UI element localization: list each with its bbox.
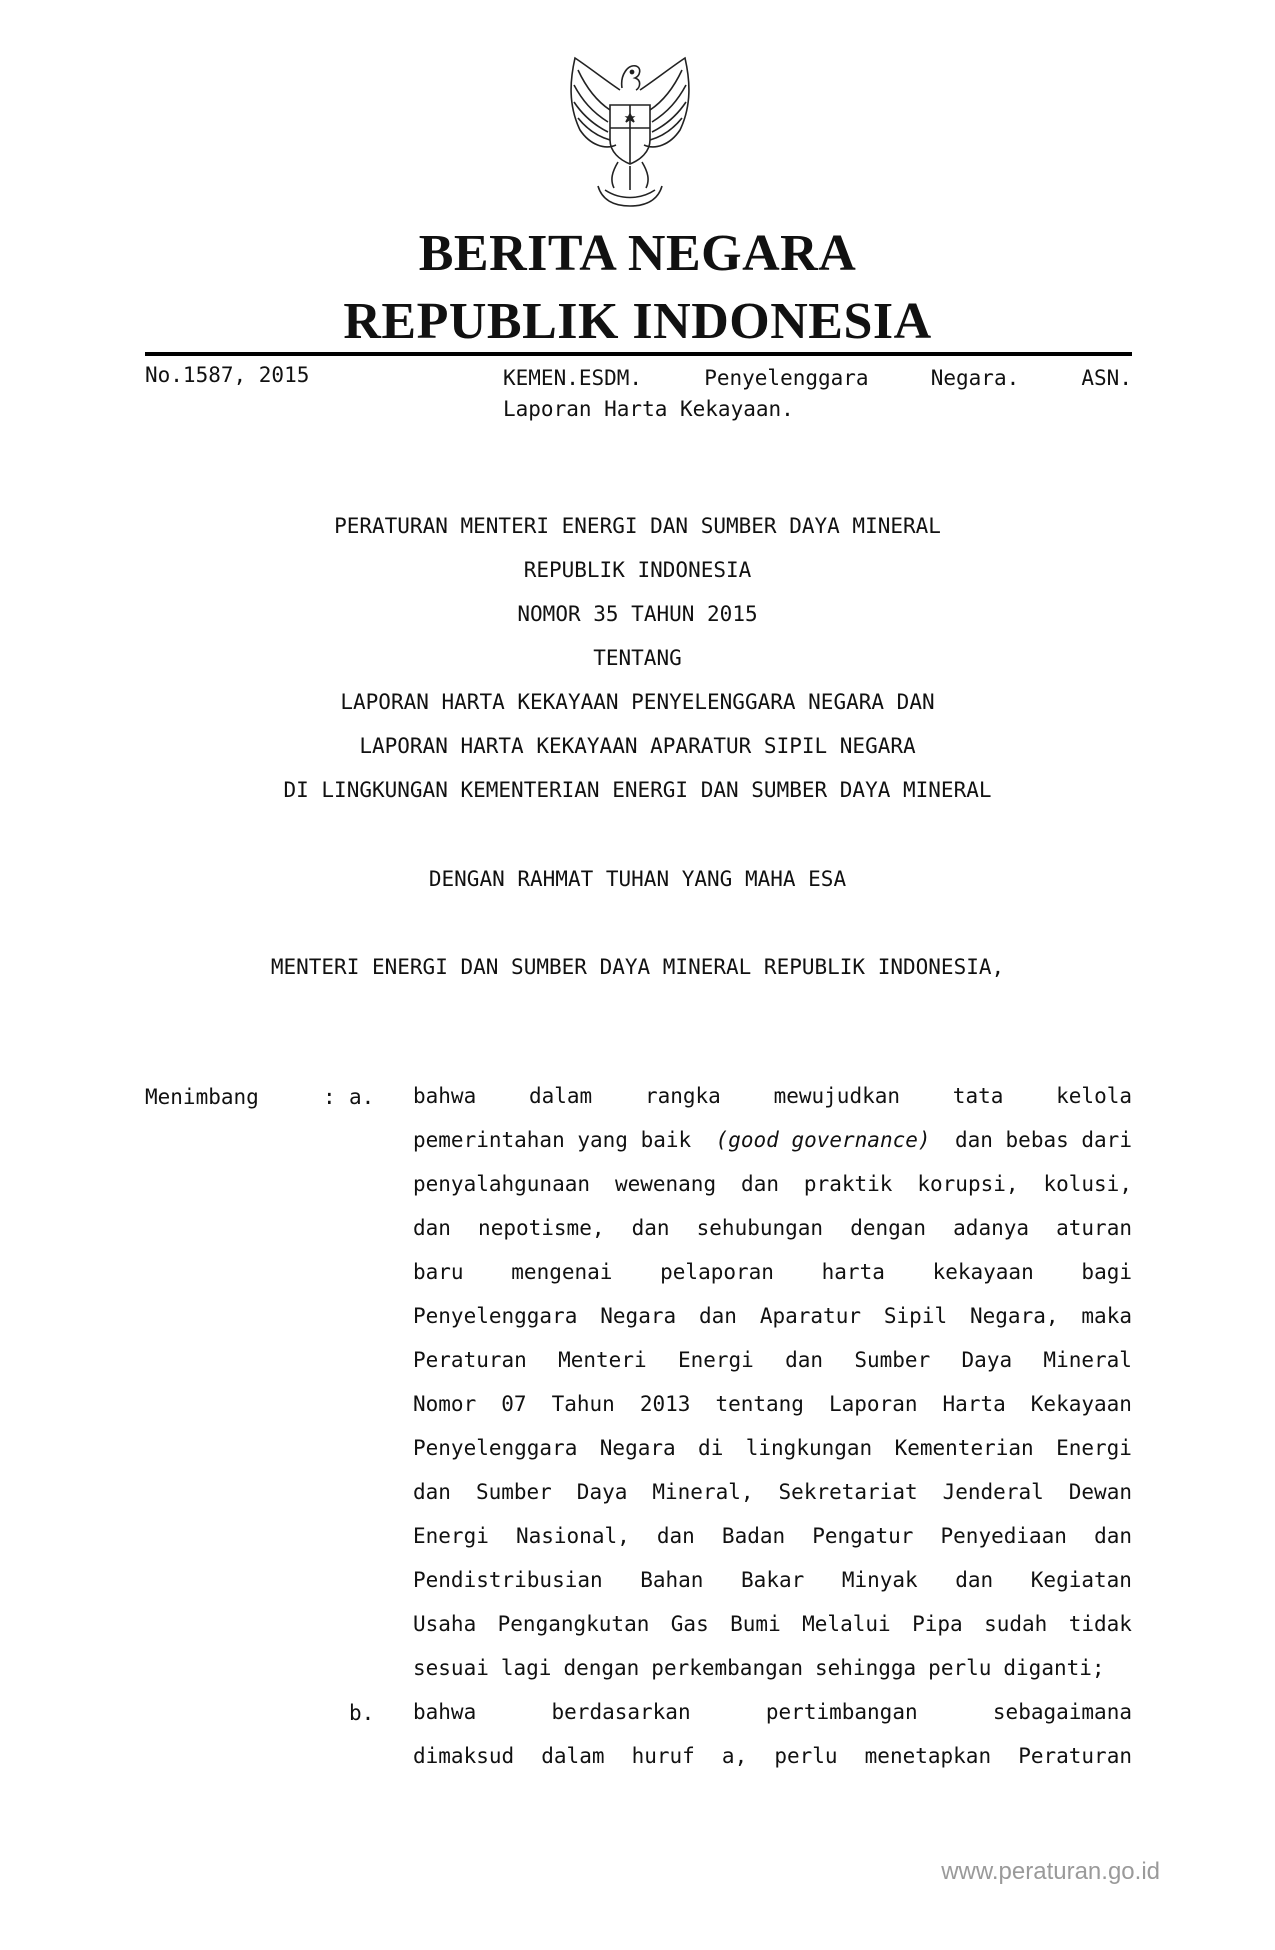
paragraph-word: perkembangan <box>651 1656 804 1680</box>
paragraph-word: dan <box>656 1524 695 1548</box>
masthead-rule <box>145 352 1132 356</box>
paragraph-word: dan <box>699 1304 737 1328</box>
paragraph-line <box>413 1426 1132 1470</box>
paragraph-word: mewujudkan <box>773 1084 901 1108</box>
paragraph-word: Pendistribusian <box>413 1568 603 1592</box>
paragraph-word: Mineral <box>1043 1348 1132 1372</box>
item-b-letter: b. <box>349 1701 375 1725</box>
paragraph-word: Pipa <box>912 1612 963 1636</box>
paragraph-word: dalam <box>541 1744 605 1768</box>
paragraph-word: Peraturan <box>1018 1744 1132 1768</box>
paragraph-word: kelola <box>1056 1084 1132 1108</box>
paragraph-word: Gas <box>670 1612 709 1636</box>
paragraph-word: tidak <box>1068 1612 1132 1636</box>
paragraph-line <box>413 1118 1132 1162</box>
paragraph-line <box>413 1162 1132 1206</box>
paragraph-word: sesuai <box>413 1656 489 1680</box>
paragraph-word: menetapkan <box>864 1744 992 1768</box>
gazette-subject <box>503 363 1132 425</box>
paragraph-word: a, <box>721 1744 748 1768</box>
regulation-subject-line3: DI LINGKUNGAN KEMENTERIAN ENERGI DAN SUMBER DAYA MINERAL <box>283 778 992 802</box>
paragraph-word: Penyediaan <box>940 1524 1067 1548</box>
paragraph-word: diganti; <box>1003 1656 1105 1680</box>
paragraph-word: Energi <box>1056 1436 1132 1460</box>
paragraph-word: Energi <box>677 1348 754 1372</box>
paragraph-word: Kegiatan <box>1030 1568 1132 1592</box>
paragraph-word: dengan <box>850 1216 927 1240</box>
paragraph-word: Energi <box>413 1524 489 1548</box>
paragraph-word: Jenderal <box>942 1480 1044 1504</box>
paragraph-word: nepotisme, <box>478 1216 605 1240</box>
paragraph-word: kolusi, <box>1043 1172 1132 1196</box>
paragraph-line <box>413 1206 1132 1250</box>
regulation-about: TENTANG <box>593 646 682 670</box>
paragraph-word: Bahan <box>640 1568 704 1592</box>
paragraph-word: harta <box>821 1260 885 1284</box>
paragraph-word: sebagaimana <box>992 1700 1132 1724</box>
paragraph-word: sudah <box>984 1612 1048 1636</box>
paragraph-word: praktik <box>803 1172 893 1196</box>
paragraph-line <box>413 1074 1132 1118</box>
paragraph-word: Tahun <box>551 1392 615 1416</box>
paragraph-word: Daya <box>576 1480 628 1504</box>
paragraph-line <box>413 1734 1132 1778</box>
subject-line2: Laporan Harta Kekayaan. <box>503 397 794 421</box>
paragraph-word: Sekretariat <box>778 1480 918 1504</box>
paragraph-word: perlu <box>774 1744 838 1768</box>
paragraph-word: maka <box>1081 1304 1132 1328</box>
paragraph-word: Bumi <box>730 1612 781 1636</box>
paragraph-word: Usaha <box>413 1612 477 1636</box>
paragraph-word: dan bebas dari <box>954 1128 1132 1152</box>
paragraph-word: dengan <box>563 1656 640 1680</box>
footer-url-link[interactable]: www.peraturan.go.id <box>941 1858 1160 1885</box>
paragraph-word: bagi <box>1081 1260 1132 1284</box>
paragraph-word: pemerintahan yang baik <box>413 1128 692 1152</box>
paragraph-word: Sumber <box>475 1480 552 1504</box>
paragraph-word: mengenai <box>511 1260 613 1284</box>
paragraph-word: dan <box>741 1172 779 1196</box>
paragraph-word: 07 <box>501 1392 527 1416</box>
paragraph-word: Negara <box>600 1304 677 1328</box>
paragraph-word: pelaporan <box>660 1260 774 1284</box>
paragraph-word: berdasarkan <box>551 1700 691 1724</box>
paragraph-word: huruf <box>631 1744 695 1768</box>
paragraph-word: wewenang <box>614 1172 717 1196</box>
paragraph-line <box>413 1558 1132 1602</box>
paragraph-word: di <box>698 1436 724 1460</box>
item-a-letter: a. <box>349 1085 375 1109</box>
paragraph-word: baru <box>413 1260 464 1284</box>
paragraph-word: Daya <box>961 1348 1013 1372</box>
paragraph-word: Mineral, <box>652 1480 754 1504</box>
paragraph-word: Bakar <box>741 1568 805 1592</box>
paragraph-word: dimaksud <box>413 1744 515 1768</box>
gazette-number: No.1587, 2015 <box>145 363 310 387</box>
paragraph-word: dalam <box>528 1084 593 1108</box>
masthead-title-line2: REPUBLIK INDONESIA <box>343 293 932 350</box>
masthead-title-line1: BERITA NEGARA <box>418 225 857 282</box>
paragraph-word: penyalahgunaan <box>413 1172 591 1196</box>
paragraph-word: Sumber <box>854 1348 931 1372</box>
paragraph-word: Penyelenggara <box>413 1436 578 1460</box>
considering-colon: : <box>323 1085 336 1109</box>
regulation-number: NOMOR 35 TAHUN 2015 <box>517 602 758 626</box>
subject-word: Penyelenggara <box>704 366 869 390</box>
paragraph-word: dan <box>413 1480 451 1504</box>
regulation-title-line2: REPUBLIK INDONESIA <box>523 558 752 582</box>
subject-word: ASN. <box>1081 366 1132 390</box>
paragraph-line <box>413 1646 1132 1690</box>
paragraph-word: Kementerian <box>894 1436 1034 1460</box>
paragraph-line <box>413 1294 1132 1338</box>
paragraph-line <box>413 1250 1132 1294</box>
paragraph-word: rangka <box>644 1084 721 1108</box>
paragraph-word: Pengatur <box>812 1524 914 1548</box>
paragraph-word: pertimbangan <box>765 1700 918 1724</box>
paragraph-word: Dewan <box>1068 1480 1132 1504</box>
paragraph-word: Minyak <box>841 1568 918 1592</box>
paragraph-word: Menteri <box>558 1348 647 1372</box>
paragraph-word: dan <box>785 1348 824 1372</box>
considering-label: Menimbang <box>145 1085 259 1109</box>
paragraph-line <box>413 1338 1132 1382</box>
issuer: MENTERI ENERGI DAN SUMBER DAYA MINERAL REPUBLIK INDONESIA, <box>270 955 1005 979</box>
paragraph-word: Penyelenggara <box>413 1304 578 1328</box>
paragraph-word: tata <box>952 1084 1004 1108</box>
regulation-title-line1: PERATURAN MENTERI ENERGI DAN SUMBER DAYA MINERAL <box>334 514 941 538</box>
paragraph-word: Melalui <box>802 1612 891 1636</box>
paragraph-word: tentang <box>715 1392 804 1416</box>
paragraph-line <box>413 1602 1132 1646</box>
paragraph-word: aturan <box>1056 1216 1132 1240</box>
regulation-subject-line2: LAPORAN HARTA KEKAYAAN APARATUR SIPIL NEGARA <box>359 734 916 758</box>
garuda-emblem-icon <box>550 50 710 210</box>
paragraph-line <box>413 1690 1132 1734</box>
paragraph-word: Pengangkutan <box>497 1612 650 1636</box>
regulation-subject-line1: LAPORAN HARTA KEKAYAAN PENYELENGGARA NEGARA DAN <box>340 690 935 714</box>
paragraph-line <box>413 1514 1132 1558</box>
paragraph-word: Harta <box>942 1392 1006 1416</box>
paragraph-line <box>413 1470 1132 1514</box>
item-a-paragraph <box>413 1074 1132 1690</box>
item-b-paragraph <box>413 1690 1132 1778</box>
paragraph-word: dan <box>955 1568 994 1592</box>
subject-word: KEMEN.ESDM. <box>503 366 643 390</box>
paragraph-word: lingkungan <box>745 1436 873 1460</box>
paragraph-word: Kekayaan <box>1030 1392 1132 1416</box>
paragraph-word: dan <box>413 1216 451 1240</box>
paragraph-word: adanya <box>953 1216 1030 1240</box>
paragraph-word: perlu <box>928 1656 992 1680</box>
paragraph-word: Negara, <box>970 1304 1059 1328</box>
paragraph-word: Badan <box>721 1524 786 1548</box>
paragraph-word: 2013 <box>639 1392 691 1416</box>
paragraph-word: sehingga <box>815 1656 917 1680</box>
paragraph-word: bahwa <box>413 1700 477 1724</box>
paragraph-word: dan <box>1094 1524 1132 1548</box>
paragraph-word: (good governance) <box>715 1128 931 1152</box>
paragraph-word: kekayaan <box>932 1260 1034 1284</box>
paragraph-word: bahwa <box>413 1084 477 1108</box>
paragraph-word: Laporan <box>828 1392 918 1416</box>
paragraph-word: sehubungan <box>696 1216 824 1240</box>
paragraph-word: Peraturan <box>413 1348 527 1372</box>
paragraph-line <box>413 1382 1132 1426</box>
paragraph-word: Nasional, <box>515 1524 630 1548</box>
paragraph-word: Sipil <box>883 1304 948 1328</box>
subject-word: Negara. <box>930 366 1020 390</box>
paragraph-word: lagi <box>500 1656 552 1680</box>
paragraph-word: dan <box>631 1216 670 1240</box>
invocation: DENGAN RAHMAT TUHAN YANG MAHA ESA <box>428 867 847 891</box>
paragraph-word: Nomor <box>413 1392 477 1416</box>
paragraph-word: Negara <box>599 1436 676 1460</box>
paragraph-word: korupsi, <box>917 1172 1019 1196</box>
paragraph-word: Aparatur <box>759 1304 861 1328</box>
